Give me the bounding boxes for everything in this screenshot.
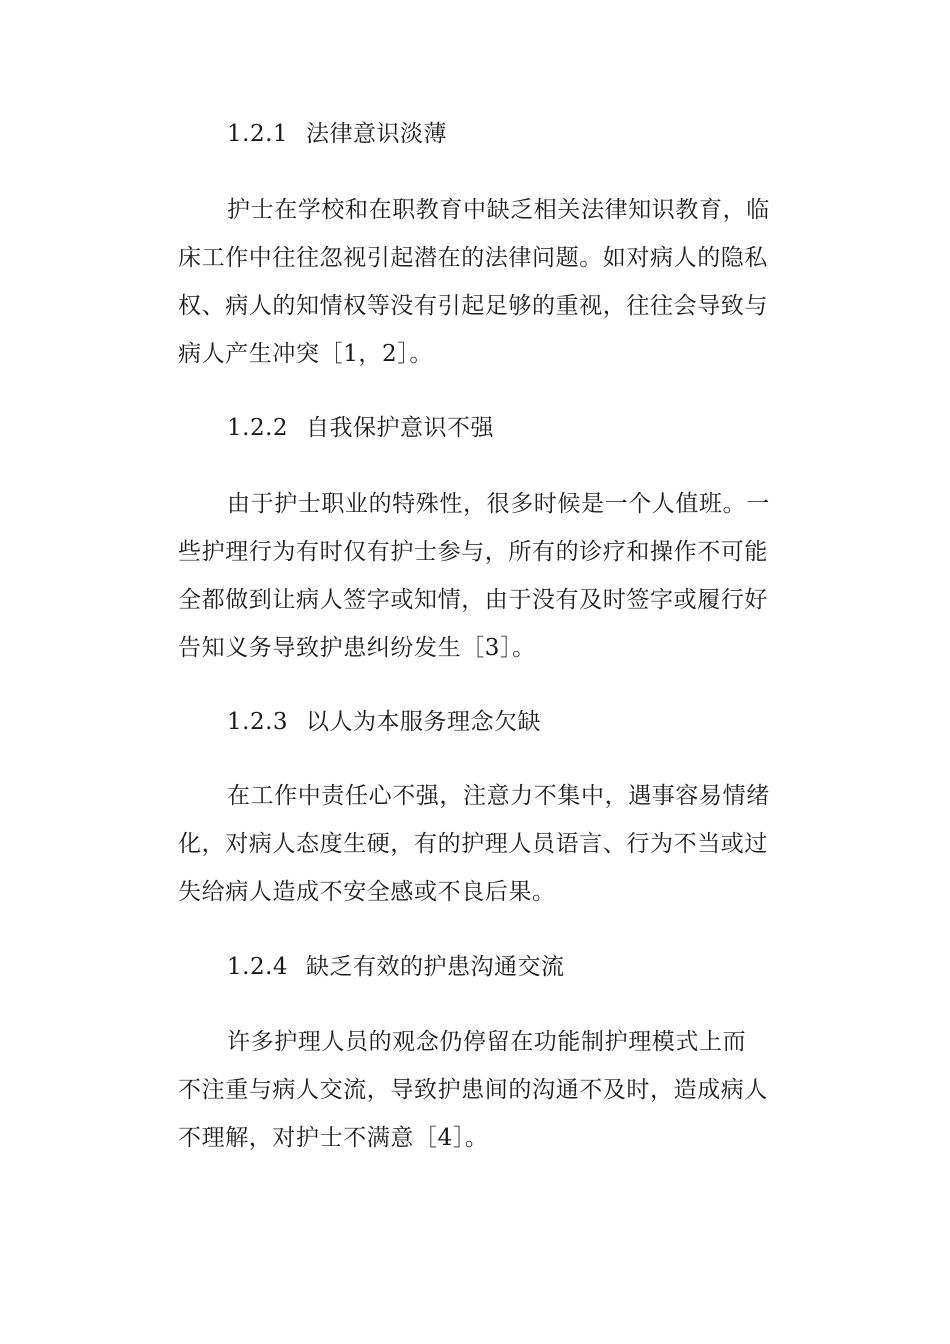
section-heading	[227, 952, 565, 982]
paragraph-line: 全都做到让病人签字或知情，由于没有及时签字或履行好	[178, 587, 768, 613]
section-number: 1.2.4	[227, 954, 289, 980]
section-title: 以人为本服务理念欠缺	[306, 709, 542, 735]
section-title: 法律意识淡薄	[306, 121, 448, 147]
paragraph-line: 化，对病人态度生硬，有的护理人员语言、行为不当或过	[178, 831, 768, 857]
paragraph-line: 权、病人的知情权等没有引起足够的重视，往往会导致与	[178, 293, 768, 319]
paragraph-line: 床工作中往往忽视引起潜在的法律问题。如对病人的隐私	[178, 245, 768, 271]
paragraph-line: 不理解，对护士不满意［4］。	[178, 1125, 489, 1151]
section-title: 缺乏有效的护患沟通交流	[306, 954, 565, 980]
paragraph-line: 不注重与病人交流，导致护患间的沟通不及时，造成病人	[178, 1077, 768, 1103]
section-number: 1.2.3	[227, 709, 289, 735]
paragraph-line: 告知义务导致护患纠纷发生［3］。	[178, 635, 536, 661]
paragraph-line: 失给病人造成不安全感或不良后果。	[178, 879, 556, 905]
section-number: 1.2.1	[227, 121, 289, 147]
paragraph-line: 病人产生冲突［1，2］。	[178, 341, 433, 367]
paragraph-line: 些护理行为有时仅有护士参与，所有的诊疗和操作不可能	[178, 539, 768, 565]
paragraph-line: 护士在学校和在职教育中缺乏相关法律知识教育，临	[227, 197, 770, 223]
section-heading	[227, 707, 541, 737]
paragraph-line: 由于护士职业的特殊性，很多时候是一个人值班。一	[227, 491, 770, 517]
section-paragraph	[178, 480, 778, 672]
section-paragraph	[178, 1018, 778, 1162]
section-title: 自我保护意识不强	[306, 415, 495, 441]
section-heading	[227, 413, 494, 443]
section-paragraph	[178, 186, 778, 378]
section-number: 1.2.2	[227, 415, 289, 441]
section-paragraph	[178, 772, 778, 916]
paragraph-line: 许多护理人员的观念仍停留在功能制护理模式上而	[227, 1029, 747, 1055]
section-heading	[227, 119, 447, 149]
paragraph-line: 在工作中责任心不强，注意力不集中，遇事容易情绪	[227, 783, 770, 809]
